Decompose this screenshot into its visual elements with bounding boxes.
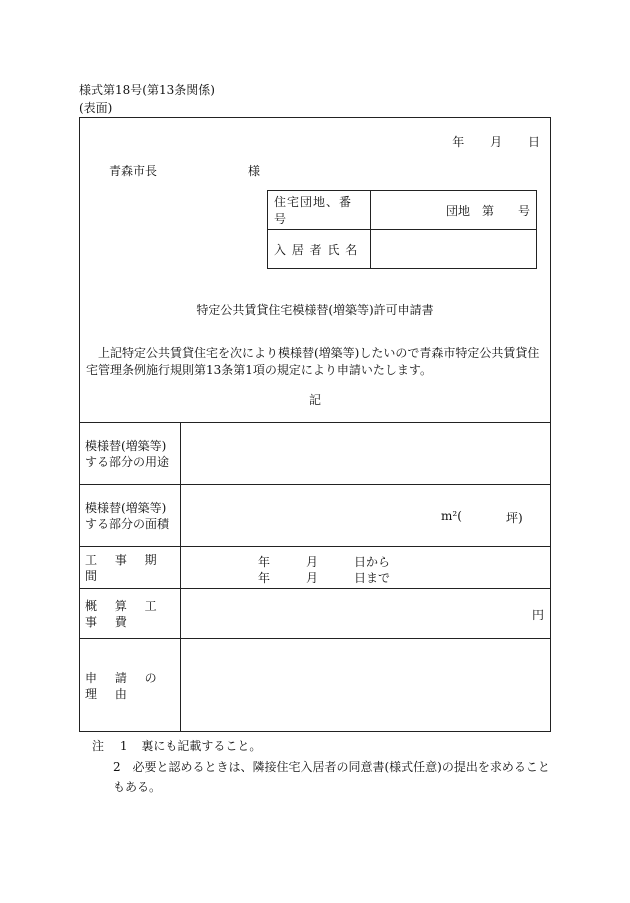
area-unit-tsubo: 坪)	[506, 511, 523, 525]
usage-row	[80, 422, 550, 484]
period-end: 年 月 日まで	[258, 571, 391, 585]
application-form	[79, 117, 551, 732]
period-label: 工 事 期 間	[80, 547, 181, 588]
table-row	[268, 191, 537, 230]
housing-number-label: 住宅団地、番号	[268, 191, 371, 230]
period-row	[80, 546, 550, 588]
note-1-number: 1	[119, 739, 128, 753]
body-text: 上記特定公共賃貸住宅を次により模様替(増築等)したいので青森市特定公共賃貸住宅管理条例施行規則第13条第1項の規定により申請いたします。	[86, 346, 540, 377]
date-month: 月	[490, 135, 503, 149]
cost-unit: 円	[531, 608, 544, 622]
usage-label-line2: する部分の用途	[85, 454, 170, 469]
addressee-honorific: 様	[248, 164, 261, 178]
usage-label-line1: 模様替(増築等)	[85, 438, 167, 453]
area-unit-m2: m²(	[441, 509, 462, 523]
usage-field[interactable]	[181, 423, 550, 484]
period-start: 年 月 日から	[258, 555, 391, 569]
resident-name-label: 入 居 者 氏 名	[268, 230, 371, 269]
note-2	[113, 757, 553, 797]
reason-field[interactable]	[181, 639, 550, 732]
period-field[interactable]	[181, 547, 550, 588]
cost-row	[80, 588, 550, 638]
date-day: 日	[527, 135, 540, 149]
note-1-text: 裏にも記載すること。	[141, 739, 262, 753]
table-row	[268, 230, 537, 269]
area-label-line1: 模様替(増築等)	[85, 500, 167, 515]
reason-row	[80, 638, 550, 732]
applicant-info-table	[267, 190, 537, 269]
note-prefix: 注	[92, 739, 105, 753]
area-label-line2: する部分の面積	[85, 516, 170, 531]
form-number: 様式第18号(第13条関係)	[79, 83, 215, 97]
housing-number-field[interactable]: 団地 第 号	[371, 191, 537, 230]
addressee-name: 青森市長	[109, 164, 158, 178]
area-label	[80, 485, 181, 546]
area-row	[80, 484, 550, 546]
document-title: 特定公共賃貸住宅模様替(増築等)許可申請書	[196, 303, 434, 317]
note-2-text: 必要と認めるときは、隣接住宅入居者の同意書(様式任意)の提出を求めることもある。	[113, 760, 550, 794]
cost-field[interactable]	[181, 589, 550, 638]
area-field[interactable]	[181, 485, 550, 546]
note-1	[92, 737, 261, 754]
cost-label: 概 算 工 事 費	[80, 589, 181, 638]
date-year: 年	[452, 135, 465, 149]
ki-mark: 記	[308, 393, 321, 407]
form-side: (表面)	[79, 101, 113, 115]
resident-name-field[interactable]	[371, 230, 537, 269]
usage-label	[80, 423, 181, 484]
reason-label: 申 請 の 理 由	[80, 639, 181, 732]
note-2-number: 2	[113, 760, 121, 774]
date-line	[430, 133, 540, 150]
